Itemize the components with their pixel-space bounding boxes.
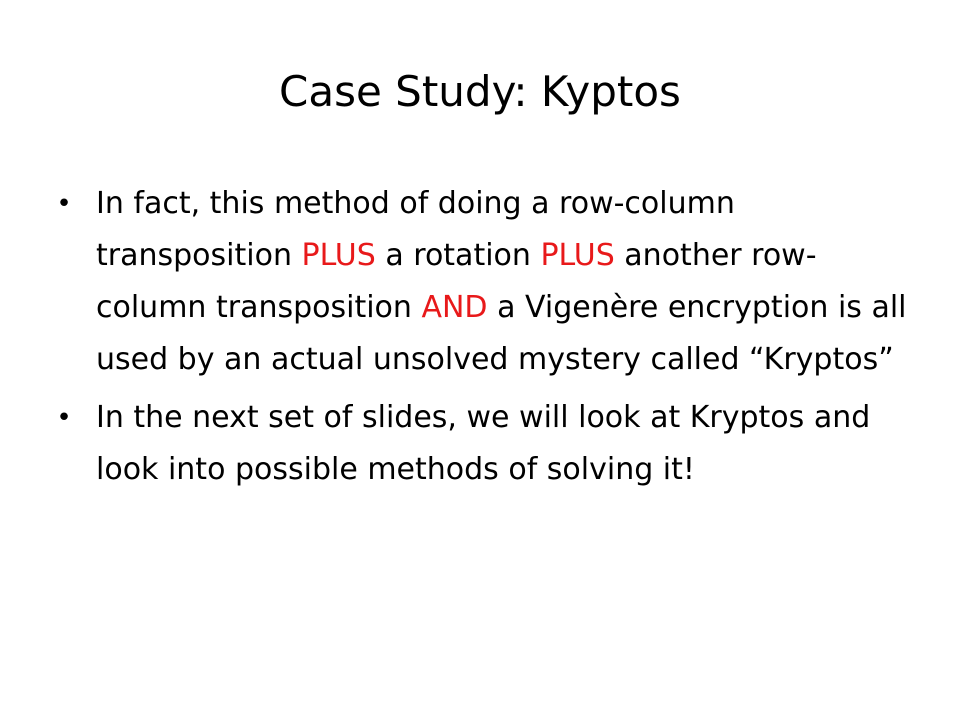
bullet-segment: a Vigenère encryption is all used by an actual unsolved mystery called “Kryptos” [96, 290, 907, 377]
bullet-icon: • [56, 189, 72, 219]
slide-title: Case Study: Kyptos [279, 67, 681, 116]
highlight-plus: PLUS [301, 238, 376, 273]
bullet-segment: In fact, this method of doing a row-column transposition [96, 186, 735, 273]
bullet-segment: a rotation [375, 238, 541, 273]
bullet-item [54, 178, 914, 386]
bullet-text [96, 186, 907, 377]
highlight-and: AND [421, 290, 488, 325]
bullet-list [54, 178, 914, 502]
bullet-icon: • [56, 403, 72, 433]
bullet-segment: another row-column transposition [96, 238, 817, 325]
bullet-text: In the next set of slides, we will look at Kryptos and look into possible methods of solving it! [96, 400, 871, 487]
highlight-plus: PLUS [540, 238, 615, 273]
bullet-item [54, 392, 914, 496]
